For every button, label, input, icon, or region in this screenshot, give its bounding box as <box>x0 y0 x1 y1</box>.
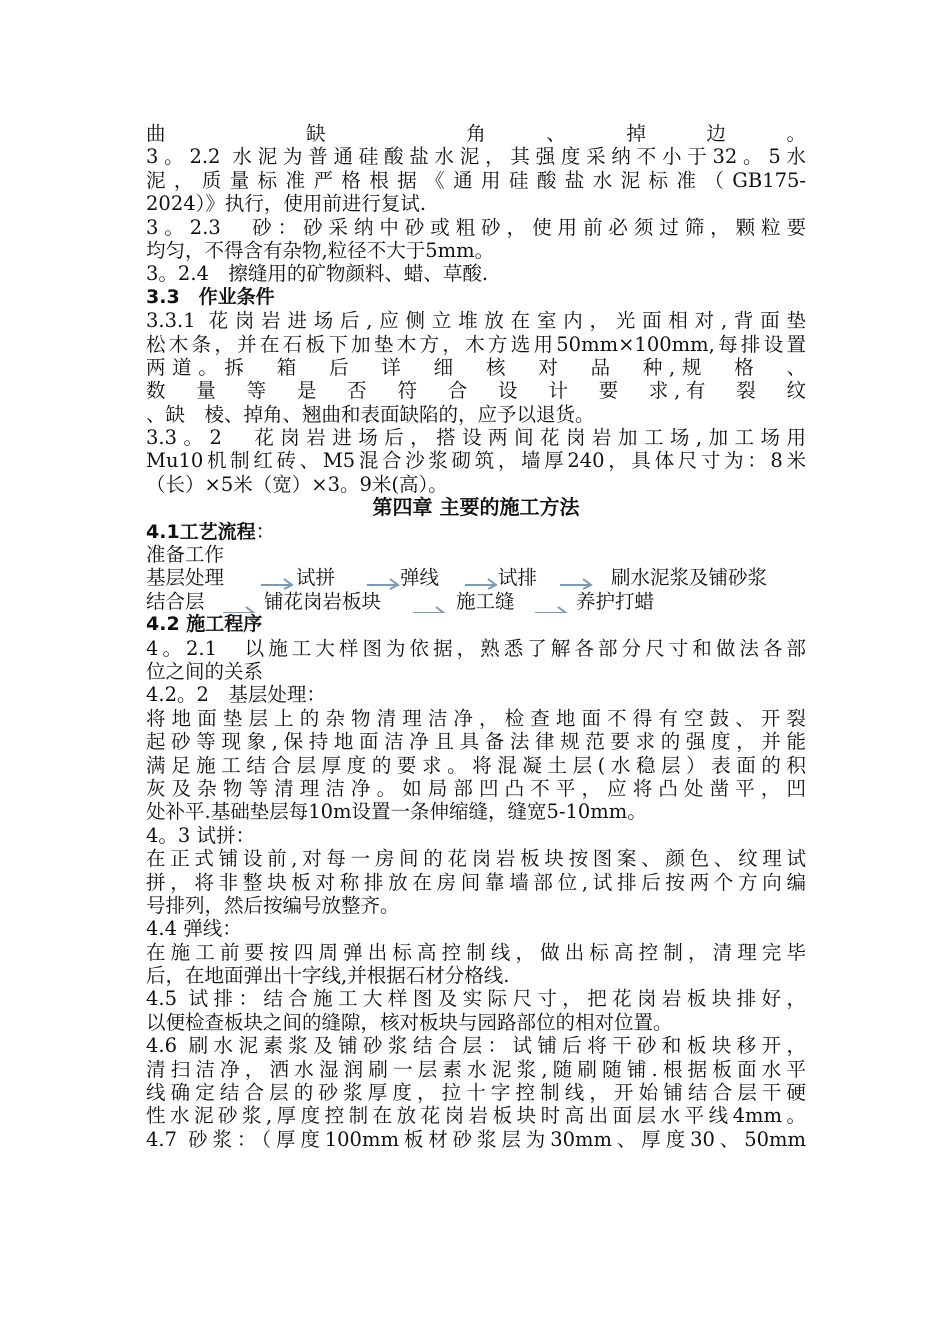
text-line: 处补平.基础垫层每10m设置一条伸缩缝，缝宽5-10mm。 <box>146 800 647 824</box>
flow-step: 结合层 <box>146 589 205 613</box>
text-line: 4。3 试拼： <box>146 823 256 847</box>
text-line: 在正式铺设前,对每一房间的花岗岩板块按图案、颜色、纹理试 <box>146 847 806 871</box>
right-arrow-icon <box>559 574 593 589</box>
text-line: 3。2.2 水泥为普通硅酸盐水泥，其强度采纳不小于32。5水 <box>146 145 806 169</box>
text-line: 以便检查板块之间的缝隙，核对板块与园路部位的相对位置。 <box>146 1010 673 1034</box>
text-line: 数 量 等 是 否 符 合 设 计 要 求,有 裂 纹 <box>146 379 806 403</box>
text-line: 清扫洁净，洒水湿润刷一层素水泥浆,随刷随铺.根据板面水平 <box>146 1057 806 1081</box>
right-arrow-icon <box>412 602 446 613</box>
text-line: 、缺 棱、掉角、翘曲和表面缺陷的，应予以退货。 <box>146 402 595 426</box>
text-line: 位之间的关系 <box>146 659 264 683</box>
text-line: 拼，将非整块板对称排放在房间靠墙部位,试排后按两个方向编 <box>146 870 806 894</box>
text-line: 性水泥砂浆,厚度控制在放花岗岩板块时高出面层水平线4mm。 <box>146 1104 806 1128</box>
text-line: 3。2.4 擦缝用的矿物颜料、蜡、草酸. <box>146 262 489 286</box>
text-line: 均匀，不得含有杂物,粒径不大于5mm。 <box>146 238 495 262</box>
flow-step: 试拼 <box>296 566 336 590</box>
section-heading-4-1-colon: ： <box>255 519 276 543</box>
text-line: 后，在地面弹出十字线,并根据石材分格线. <box>146 964 510 988</box>
section-heading-4-2: 4.2 施工程序 <box>146 613 263 636</box>
text-line: 松木条，并在石板下加垫木方，木方选用50mm×100mm,每排设置 <box>146 332 806 356</box>
text-line: 泥，质量标准严格根据《通用硅酸盐水泥标准（GB175- <box>146 168 806 192</box>
right-arrow-icon <box>464 574 498 589</box>
text-line: 3.3.1 花岗岩进场后,应侧立堆放在室内，光面相对,背面垫 <box>146 309 806 333</box>
text-line: 灰及杂物等清理洁净。如局部凹凸不平，应将凸处凿平，凹 <box>146 776 806 800</box>
flow-step: 刷水泥浆及铺砂浆 <box>611 566 768 590</box>
text-line: Mu10机制红砖、M5混合沙浆砌筑，墙厚240，具体尺寸为：8米 <box>146 449 806 473</box>
text-line: 3.3。2 花岗岩进场后，搭设两间花岗岩加工场,加工场用 <box>146 426 806 450</box>
text-line: 在施工前要按四周弹出标高控制线，做出标高控制，清理完毕 <box>146 940 806 964</box>
process-flow-row-2 <box>146 590 806 613</box>
process-flow-row-1 <box>146 566 806 589</box>
text-line: 4.2。2 基层处理： <box>146 683 326 707</box>
text-line: 曲 缺 角、掉边。 <box>146 122 806 145</box>
right-arrow-icon <box>260 574 294 589</box>
text-line: 号排列，然后按编号放整齐。 <box>146 893 400 917</box>
text-line: 4.6 刷水泥素浆及铺砂浆结合层：试铺后将干砂和板块移开， <box>146 1034 806 1058</box>
flow-step: 弹线 <box>400 566 440 590</box>
text-line: 满足施工结合层厚度的要求。将混凝土层(水稳层）表面的积 <box>146 753 806 777</box>
section-heading-3-3: 3.3 作业条件 <box>146 285 275 308</box>
flow-step: 养护打蜡 <box>576 589 655 613</box>
chapter-title: 第四章 主要的施工方法 <box>372 496 580 520</box>
text-line: 将地面垫层上的杂物清理洁净，检查地面不得有空鼓、开裂 <box>146 706 806 730</box>
text-line: 3。2.3 砂：砂采纳中砂或粗砂，使用前必须过筛，颗粒要 <box>146 215 806 239</box>
text-line: 线确定结合层的砂浆厚度，拉十字控制线，开始铺结合层干硬 <box>146 1081 806 1105</box>
right-arrow-icon <box>534 602 568 613</box>
flow-step: 基层处理 <box>146 566 225 590</box>
section-heading-4-1 <box>146 520 806 543</box>
flow-start: 准备工作 <box>146 543 225 567</box>
flow-step: 施工缝 <box>456 589 515 613</box>
right-arrow-icon <box>222 602 256 613</box>
text-line: 4.7 砂浆：（厚度100mm板材砂浆层为30mm、厚度30、50mm <box>146 1127 806 1151</box>
text-line: 两道。拆 箱 后 详 细 核 对 品 种,规 格 、 <box>146 355 806 379</box>
right-arrow-icon <box>366 574 400 589</box>
document-page <box>146 122 806 1151</box>
text-line: 4.5 试排：结合施工大样图及实际尺寸，把花岗岩板块排好， <box>146 987 806 1011</box>
text-line: 4.4 弹线： <box>146 917 242 941</box>
flow-step: 铺花岗岩板块 <box>264 589 382 613</box>
text-line: 起砂等现象,保持地面洁净且具备法律规范要求的强度，并能 <box>146 730 806 754</box>
flow-step: 试排 <box>498 566 538 590</box>
text-line: 2024）》执行，使用前进行复试. <box>146 192 427 216</box>
text-line: 4。2.1 以施工大样图为依据，熟悉了解各部分尺寸和做法各部 <box>146 636 806 660</box>
text-line: （长）×5米（宽）×3。9米(高）。 <box>146 472 448 496</box>
section-heading-4-1-label: 4.1工艺流程 <box>146 520 256 543</box>
